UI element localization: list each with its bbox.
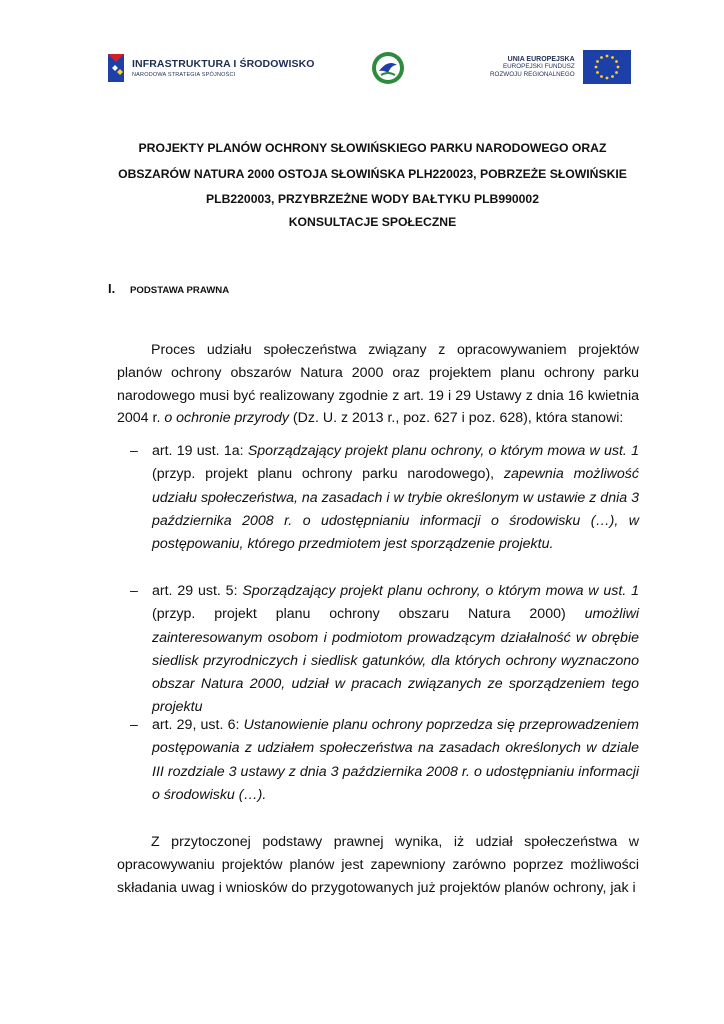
eu-fund-line1: EUROPEJSKI FUNDUSZ — [502, 62, 575, 70]
logo-left-subtitle: NARODOWA STRATEGIA SPÓJNOŚCI — [132, 72, 236, 78]
document-title — [90, 136, 655, 213]
title-line-2: OBSZARÓW NATURA 2000 OSTOJA SŁOWIŃSKA PLH220023, POBRZEŻE SŁOWIŃSKIE — [118, 166, 627, 181]
dash-bullet-icon: – — [130, 717, 138, 733]
header-logo-bar — [0, 46, 724, 94]
bullet-art-29-ust-6: – art. 29, ust. 6: Ustanowienie planu ochrony poprzedza się przeprowadzeniem postępowania z udziałem społeczeństwa na zasadach określonych w dziale III rozdziale 3 ustawy z dnia 3 października 2008 r. o udostępnianiu informacji o środowisku (…). — [130, 714, 639, 807]
dash-bullet-icon: – — [130, 583, 138, 599]
section-heading — [108, 280, 229, 298]
eu-fund-line2: ROZWOJU REGIONALNEGO — [490, 70, 575, 78]
infrastruktura-flag-icon — [106, 52, 126, 84]
section-label: PODSTAWA PRAWNA — [130, 285, 230, 296]
park-emblem-icon — [371, 51, 405, 85]
dash-bullet-icon: – — [130, 443, 138, 459]
paragraph-legal-basis: Proces udziału społeczeństwa związany z opracowywaniem projektów planów ochrony obszarów Natura 2000 oraz projektem planu ochrony parku narodowego musi być realizowany zgodnie z art. 19 i 29 Ustawy z dnia 16 kwietnia 2004 r. o ochronie przyrody (Dz. U. z 2013 r., poz. 627 i poz. 628), która stanowi: — [117, 342, 639, 427]
infrastruktura-logo — [106, 52, 315, 84]
bullet-art-19: – art. 19 ust. 1a: Sporządzający projekt planu ochrony, o którym mowa w ust. 1 (przyp. projekt planu ochrony parku narodowego), zapewnia możliwość udziału społeczeństwa, na zasadach i w trybie określonym w ustawie z dnia 3 października 2008 r. o udostępnianiu informacji o środowisku (…), w postępowaniu, którego przedmiotem jest sporządzenie projektu. — [130, 440, 639, 556]
title-line-3: PLB220003, PRZYBRZEŻNE WODY BAŁTYKU PLB990002 — [206, 192, 539, 206]
bullet-list-item — [130, 580, 639, 720]
paragraph-conclusion: Z przytoczonej podstawy prawnej wynika, iż udział społeczeństwa w opracowywaniu projektów planów jest zapewniony zarówno poprzez możliwości składania uwag i wniosków do przygotowanych już projektów planów ochrony, jak i — [117, 834, 639, 896]
bullet-list-item — [130, 714, 639, 807]
bullet-list-item — [130, 440, 639, 556]
eu-logo — [490, 50, 631, 84]
logo-left-title: INFRASTRUKTURA I ŚRODOWISKO — [132, 58, 315, 70]
document-subtitle: KONSULTACJE SPOŁECZNE — [288, 215, 457, 229]
bullet-art-29-ust-5: – art. 29 ust. 5: Sporządzający projekt planu ochrony, o którym mowa w ust. 1 (przyp. projekt planu ochrony obszaru Natura 2000) umożliwi zainteresowanym osobom i podmiotom prowadzącym działalność w obrębie siedlisk przyrodniczych i siedlisk gatunków, dla których ochrony wyznaczono obszar Natura 2000, udział w pracach związanych ze sporządzeniem tego projektu — [130, 580, 639, 720]
slowinski-park-logo — [371, 51, 405, 90]
eu-flag-icon — [583, 50, 631, 84]
eu-name: UNIA EUROPEJSKA — [507, 55, 575, 63]
title-line-1: PROJEKTY PLANÓW OCHRONY SŁOWIŃSKIEGO PARKU NARODOWEGO ORAZ — [138, 141, 607, 155]
section-number: I. — [108, 281, 116, 296]
